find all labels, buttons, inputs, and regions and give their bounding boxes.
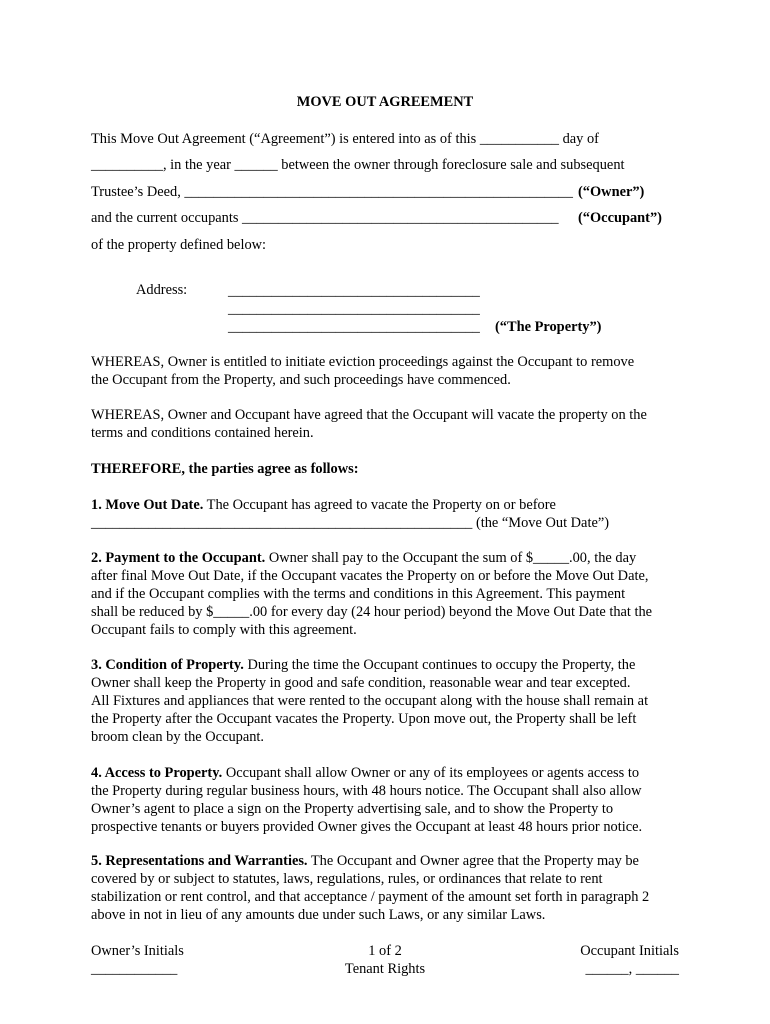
occupant-initials: Occupant Initials ______, ______ bbox=[580, 943, 679, 977]
address-line-3: ___________________________________ bbox=[228, 319, 480, 335]
section-4 bbox=[91, 764, 691, 836]
section-2-body: Owner shall pay to the Occupant the sum of $_____.00, the day after final Move Out Date, if the Occupant vacates the Property on or before the Move Out Date, and if the Occupant complies with the terms and conditions in this Agreement. This payment shall be reduced by $_____.00 for every day (24 hour period) beyond the Move Out Date that the Occupant fails to comply with this agreement. bbox=[91, 550, 653, 638]
section-4-body: Occupant shall allow Owner or any of its employees or agents access to the Property during regular business hours, with 48 hours notice. The Occupant shall also allow Owner’s agent to place a sign on the Property advertising sale, and to show the Property to prospective tenants or buyers provided Owner gives the Occupant at least 48 hours prior notice. bbox=[91, 765, 643, 835]
section-2-heading: 2. Payment to the Occupant. bbox=[91, 550, 266, 566]
intro-line-5: of the property defined below: bbox=[91, 237, 267, 253]
intro-line-1: This Move Out Agreement (“Agreement”) is entered into as of this ___________ day of bbox=[91, 131, 599, 147]
property-tag: (“The Property”) bbox=[495, 319, 602, 335]
address-label: Address: bbox=[136, 282, 188, 298]
occupant-tag: (“Occupant”) bbox=[578, 210, 662, 226]
intro-line-4: and the current occupants ____________________________________________ bbox=[91, 210, 559, 226]
section-5-heading: 5. Representations and Warranties. bbox=[91, 853, 308, 869]
whereas-paragraph-2: WHEREAS, Owner and Occupant have agreed that the Occupant will vacate the property on the terms and conditions contained herein. bbox=[91, 407, 647, 441]
section-4-heading: 4. Access to Property. bbox=[91, 765, 223, 781]
owner-tag: (“Owner”) bbox=[578, 184, 645, 200]
section-3 bbox=[91, 656, 691, 746]
document-title: MOVE OUT AGREEMENT bbox=[296, 94, 474, 110]
section-2 bbox=[91, 549, 691, 639]
section-5-body: The Occupant and Owner agree that the Property may be covered by or subject to statutes, laws, regulations, rules, or ordinances that relate to rent stabilization or rent control, and that acceptance / payment of the amount set forth in paragraph 2 above in not in lieu of any amounts due under such Laws, or any similar Laws. bbox=[91, 853, 650, 923]
address-line-1: ___________________________________ bbox=[228, 283, 480, 299]
section-1-heading: 1. Move Out Date. bbox=[91, 497, 204, 513]
section-3-heading: 3. Condition of Property. bbox=[91, 657, 244, 673]
intro-line-2: __________, in the year ______ between the owner through foreclosure sale and subsequent bbox=[91, 157, 625, 173]
therefore-heading: THEREFORE, the parties agree as follows: bbox=[91, 461, 359, 477]
whereas-paragraph-1: WHEREAS, Owner is entitled to initiate eviction proceedings against the Occupant to remove the Occupant from the Property, and such proceedings have commenced. bbox=[91, 354, 635, 388]
page-number: 1 of 2 Tenant Rights bbox=[344, 943, 426, 977]
intro-line-3: Trustee’s Deed, ______________________________________________________ bbox=[91, 184, 573, 200]
address-line-2: ___________________________________ bbox=[228, 301, 480, 317]
section-1-body: The Occupant has agreed to vacate the Property on or before _____________________________________________________ (the “Move Out Date”) bbox=[91, 497, 610, 531]
owner-initials: Owner’s Initials ____________ bbox=[91, 943, 184, 977]
section-3-body: During the time the Occupant continues to occupy the Property, the Owner shall keep the Property in good and safe condition, reasonable wear and tear excepted. All Fixtures and appliances that were rented to the occupant along with the house shall remain at the Property after the Occupant vacates the Property. Upon move out, the Property shall be left broom clean by the Occupant. bbox=[91, 657, 649, 745]
section-5 bbox=[91, 852, 691, 924]
section-1 bbox=[91, 496, 691, 532]
